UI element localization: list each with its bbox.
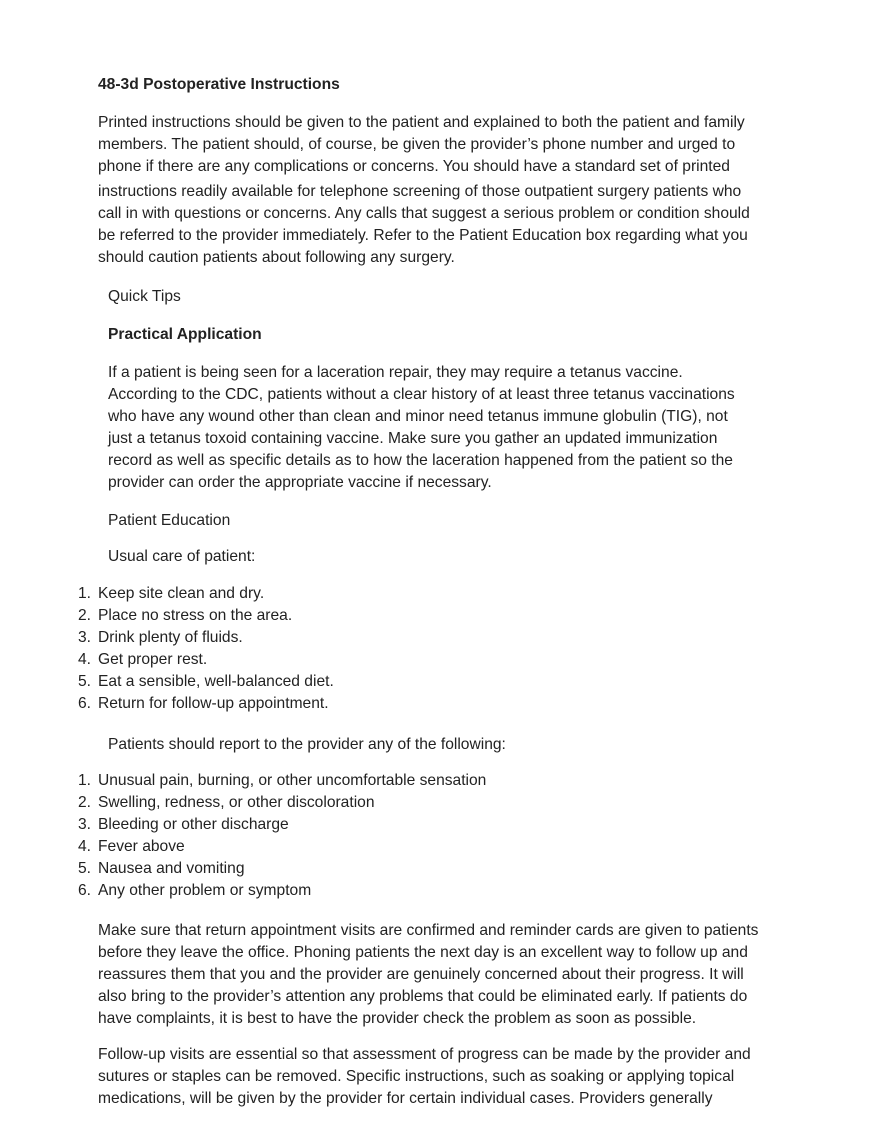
followup-line: have complaints, it is best to have the provider check the problem as soon as possible. (98, 1010, 697, 1027)
list-item-text: Swelling, redness, or other discoloration (98, 794, 375, 811)
quick-tips-label: Quick Tips (108, 288, 181, 305)
practical-line: According to the CDC, patients without a clear history of at least three tetanus vaccinations (108, 386, 735, 403)
intro-line: be referred to the provider immediately. Refer to the Patient Education box regarding what you (98, 227, 748, 244)
list-item-text: Keep site clean and dry. (98, 585, 265, 602)
followup-line: before they leave the office. Phoning patients the next day is an excellent way to follow up and (98, 944, 748, 961)
report-intro: Patients should report to the provider any of the following: (108, 736, 506, 753)
followup-paragraph-2 (98, 1044, 778, 1110)
list-number: 1. (78, 585, 92, 602)
patient-education-label: Patient Education (108, 512, 231, 529)
section-heading: 48-3d Postoperative Instructions (98, 76, 340, 93)
list-item-text: Drink plenty of fluids. (98, 629, 243, 646)
intro-line: members. The patient should, of course, be given the provider’s phone number and urged to (98, 136, 736, 153)
list-item (78, 583, 334, 605)
list-number: 6. (78, 882, 92, 899)
list-number: 2. (78, 607, 92, 624)
list-item-text: Bleeding or other discharge (98, 816, 289, 833)
practical-application-title: Practical Application (108, 326, 262, 343)
list-item (78, 627, 334, 649)
list-item (78, 836, 486, 858)
intro-line: call in with questions or concerns. Any calls that suggest a serious problem or condition should (98, 205, 750, 222)
usual-care-list (78, 583, 334, 715)
intro-line: instructions readily available for telephone screening of those outpatient surgery patients who (98, 183, 742, 200)
list-number: 4. (78, 838, 92, 855)
followup-line: Make sure that return appointment visits are confirmed and reminder cards are given to patients (98, 922, 759, 939)
list-item-text: Get proper rest. (98, 651, 208, 668)
list-number: 5. (78, 860, 92, 877)
list-item (78, 880, 486, 902)
list-number: 6. (78, 695, 92, 712)
followup-line: also bring to the provider’s attention any problems that could be eliminated early. If patients do (98, 988, 748, 1005)
intro-paragraph (98, 112, 768, 269)
intro-line: Printed instructions should be given to the patient and explained to both the patient and family (98, 114, 745, 131)
followup-paragraph-1 (98, 920, 778, 1030)
list-item-text: Return for follow-up appointment. (98, 695, 329, 712)
list-item-text: Fever above (98, 838, 185, 855)
list-item-text: Nausea and vomiting (98, 860, 245, 877)
practical-line: provider can order the appropriate vaccine if necessary. (108, 474, 492, 491)
practical-line: If a patient is being seen for a laceration repair, they may require a tetanus vaccine. (108, 364, 683, 381)
list-item (78, 792, 486, 814)
list-number: 1. (78, 772, 92, 789)
intro-line: phone if there are any complications or concerns. You should have a standard set of printed (98, 158, 730, 175)
list-item-text: Eat a sensible, well-balanced diet. (98, 673, 334, 690)
followup-line: medications, will be given by the provider for certain individual cases. Providers generally (98, 1090, 713, 1107)
list-number: 5. (78, 673, 92, 690)
list-item (78, 858, 486, 880)
list-number: 2. (78, 794, 92, 811)
practical-line: who have any wound other than clean and minor need tetanus immune globulin (TIG), not (108, 408, 728, 425)
list-item-text: Unusual pain, burning, or other uncomfortable sensation (98, 772, 487, 789)
list-number: 3. (78, 629, 92, 646)
followup-line: Follow-up visits are essential so that assessment of progress can be made by the provider and (98, 1046, 751, 1063)
list-item (78, 605, 334, 627)
list-item (78, 649, 334, 671)
list-number: 4. (78, 651, 92, 668)
followup-line: sutures or staples can be removed. Specific instructions, such as soaking or applying topical (98, 1068, 735, 1085)
practical-line: record as well as specific details as to how the laceration happened from the patient so the (108, 452, 733, 469)
list-item-text: Any other problem or symptom (98, 882, 312, 899)
report-symptoms-list (78, 770, 486, 902)
intro-line: should caution patients about following any surgery. (98, 249, 455, 266)
followup-line: reassures them that you and the provider are genuinely concerned about their progress. It will (98, 966, 744, 983)
list-item (78, 814, 486, 836)
list-number: 3. (78, 816, 92, 833)
list-item (78, 770, 486, 792)
list-item-text: Place no stress on the area. (98, 607, 293, 624)
list-item (78, 693, 334, 715)
list-item (78, 671, 334, 693)
practical-line: just a tetanus toxoid containing vaccine. Make sure you gather an updated immunization (108, 430, 718, 447)
practical-application-body (108, 362, 758, 494)
usual-care-intro: Usual care of patient: (108, 548, 256, 565)
